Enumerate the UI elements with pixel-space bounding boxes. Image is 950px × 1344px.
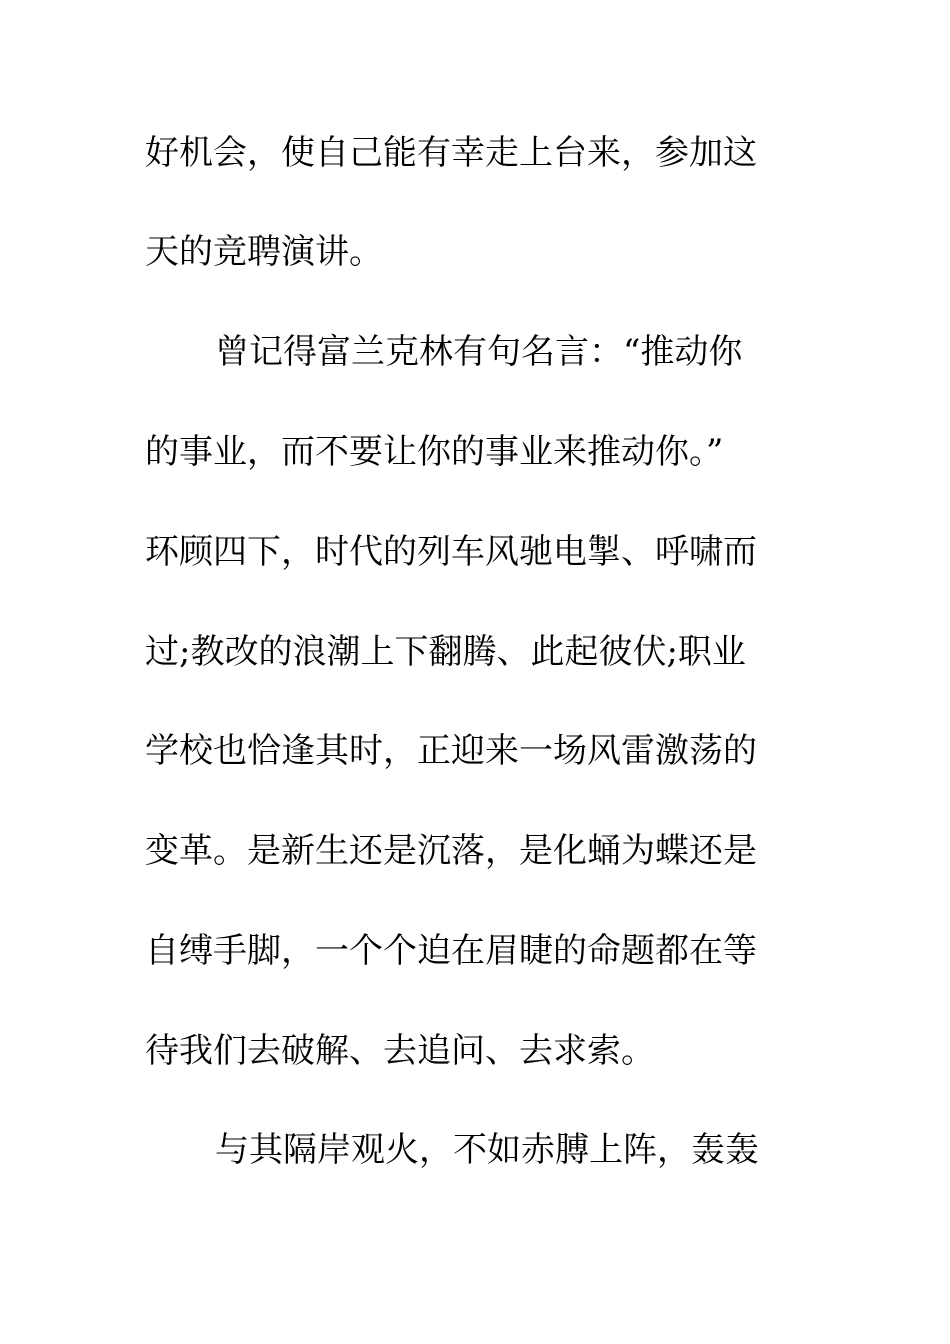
text-line-1: 好机会，使自己能有幸走上台来，参加这	[145, 133, 757, 173]
text-line-9: 自缚手脚，一个个迫在眉睫的命题都在等	[145, 931, 757, 971]
text-line-7: 学校也恰逢其时，正迎来一场风雷激荡的	[145, 731, 757, 771]
text-line-3-paragraph-start: 曾记得富兰克林有句名言：“推动你	[215, 332, 743, 372]
text-line-11-paragraph-start: 与其隔岸观火，不如赤膊上阵，轰轰	[215, 1130, 759, 1170]
text-line-6: 过;教改的浪潮上下翻腾、此起彼伏;职业	[145, 632, 746, 672]
text-line-10: 待我们去破解、去追问、去求索。	[145, 1031, 655, 1071]
text-line-2: 天的竞聘演讲。	[145, 232, 383, 272]
text-line-5: 环顾四下，时代的列车风驰电掣、呼啸而	[145, 532, 757, 572]
text-line-8: 变革。是新生还是沉落，是化蛹为蝶还是	[145, 831, 757, 871]
text-line-4: 的事业，而不要让你的事业来推动你。”	[145, 432, 724, 472]
